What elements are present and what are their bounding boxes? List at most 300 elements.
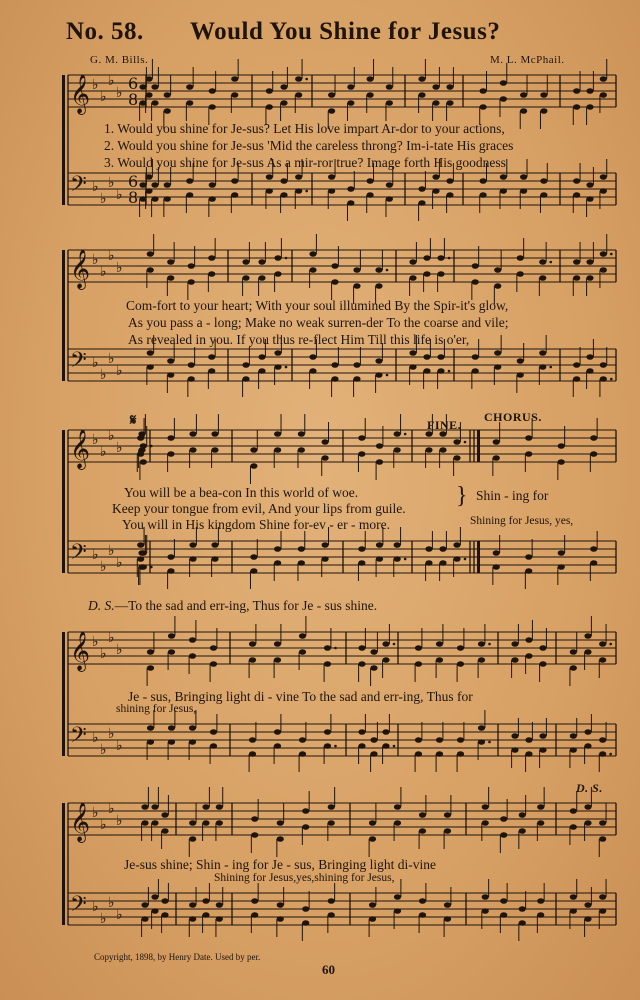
system-3-bass-note [376, 542, 383, 548]
system-5-bass-note [537, 898, 544, 904]
system-5-bass-note [141, 902, 148, 908]
system-4-bass-note [370, 737, 377, 743]
system-4-bass-note [511, 747, 518, 753]
system-1-bass-note [295, 188, 302, 194]
system-4-bass-note [249, 751, 256, 757]
system-5-treble-note [189, 836, 196, 842]
system-3-treble-note [250, 463, 257, 469]
system-4-bass-note [457, 737, 464, 743]
system-5-treble-note [570, 824, 577, 830]
system-3-dot [150, 566, 153, 569]
system-4-bass-note [570, 747, 577, 753]
system-2-treble-note [494, 283, 501, 289]
system-2-bass-note [517, 372, 524, 378]
system-5-treble-note [277, 820, 284, 826]
system-1-treble-note [367, 76, 374, 82]
system-4-treble-note [525, 653, 532, 659]
system-4-bass-note [324, 729, 331, 735]
system-3-key-flat: ♭ [108, 428, 115, 444]
system-4-bass-note [189, 725, 196, 731]
system-5-treble-note [599, 836, 606, 842]
system-3-bass-note [167, 568, 174, 574]
system-4-bass-note [478, 739, 485, 745]
system-3-bass-note [558, 550, 565, 556]
system-4-lyric: Je - sus, Bringing light di - vine To the sad and err-ing, Thus for [128, 689, 473, 704]
system-2-treble-note [353, 283, 360, 289]
system-2-bass-note [309, 354, 316, 360]
system-5-treble-clef: 𝄞 [70, 802, 91, 842]
system-1-treble-note [151, 84, 158, 90]
system-3-treble-note [358, 451, 365, 457]
system-4-bass-note [478, 725, 485, 731]
system-3-treble-note [189, 447, 196, 453]
system-3-treble-note [493, 439, 500, 445]
system-2-treble-note [331, 279, 338, 285]
system-1-bass-note [209, 196, 216, 202]
system-1-bass-note [480, 178, 487, 184]
system-5-bass-note [161, 912, 168, 918]
chorus-bass-lyric: Shining for Jesus, yes, [470, 515, 574, 527]
system-1-treble-note [480, 104, 487, 110]
system-3-treble-clef: 𝄞 [70, 429, 91, 469]
system-5-treble-note [444, 812, 451, 818]
system-5-bass-note [584, 902, 591, 908]
system-4-bass-note [525, 751, 532, 757]
system-2-treble-note [437, 271, 444, 277]
system-4-bass-note [324, 743, 331, 749]
system-4-treble-note [584, 633, 591, 639]
system-5-key-flat: ♭ [100, 817, 107, 833]
system-5-bass-note [277, 916, 284, 922]
system-4-bass-note [599, 737, 606, 743]
ds-marking: D. S. [576, 781, 603, 795]
system-5-bass-note [444, 916, 451, 922]
system-4-system-bracket [62, 632, 65, 756]
system-4-treble-note [358, 661, 365, 667]
system-5-treble-note [500, 832, 507, 838]
system-2-treble-note [242, 275, 249, 281]
system-5-bass-clef: 𝄢 [70, 892, 87, 922]
system-4-bass-note [210, 743, 217, 749]
system-1-bass-note [520, 174, 527, 180]
system-4-treble-note [147, 649, 154, 655]
system-3-bass-note [376, 556, 383, 562]
system-1-key-flat: ♭ [92, 179, 99, 195]
system-1-bass-note [151, 182, 158, 188]
system-5-bass-note [369, 902, 376, 908]
system-4-bass-note [210, 729, 217, 735]
system-4-bass-note [511, 733, 518, 739]
system-5-bass-note [537, 912, 544, 918]
system-4-treble-note [539, 645, 546, 651]
system-5-treble-note [151, 820, 158, 826]
system-1-treble-note [500, 80, 507, 86]
system-2-treble-note [517, 271, 524, 277]
system-5-bass-note [419, 912, 426, 918]
system-4-treble-note [599, 641, 606, 647]
system-2-bass-note [331, 362, 338, 368]
system-5-bass-note [500, 898, 507, 904]
system-5-key-flat: ♭ [92, 899, 99, 915]
system-2-bass-note [208, 368, 215, 374]
system-4-treble-note [382, 641, 389, 647]
system-3-treble-note [453, 455, 460, 461]
system-3-treble-note [211, 447, 218, 453]
system-1-treble-note [328, 108, 335, 114]
system-3-bass-note [137, 542, 144, 548]
system-1-treble-note [347, 100, 354, 106]
system-2-bass-note [573, 376, 580, 382]
system-3-bass-note [558, 564, 565, 570]
system-5-treble-note [599, 820, 606, 826]
system-3-treble-note [140, 459, 147, 465]
system-5-treble-note [151, 804, 158, 810]
system-3-bass-note [439, 546, 446, 552]
system-2-bass-note [167, 358, 174, 364]
system-1-dot [305, 190, 308, 193]
system-5-treble-note [216, 820, 223, 826]
system-2-treble-note [309, 251, 316, 257]
system-2-dot [285, 366, 288, 369]
system-2-bass-note [472, 354, 479, 360]
system-4-treble-note [168, 649, 175, 655]
system-5-treble-note [369, 820, 376, 826]
system-3-treble-note [425, 447, 432, 453]
system-3-bass-note [274, 546, 281, 552]
system-4-bass-note [436, 737, 443, 743]
system-5-bass-note [189, 902, 196, 908]
system-5-treble-note [251, 816, 258, 822]
system-4-treble-note [274, 657, 281, 663]
system-5-treble-note [584, 820, 591, 826]
system-3-bass-note [140, 550, 147, 556]
system-4-dot [393, 745, 396, 748]
system-5-bass-note [189, 916, 196, 922]
system-5-treble-note [302, 824, 309, 830]
system-1-bass-note [418, 186, 425, 192]
system-5-bass-note [500, 912, 507, 918]
system-4-key-flat: ♭ [116, 642, 123, 658]
system-3-treble-note [376, 443, 383, 449]
system-2-bass-note [353, 362, 360, 368]
system-4-key-flat: ♭ [108, 630, 115, 646]
system-2-bass-note [167, 372, 174, 378]
system-3-key-flat: ♭ [92, 547, 99, 563]
system-1-bass-note [209, 182, 216, 188]
system-1-verse-1: 1. Would you shine for Je-sus? Let His love impart Ar-dor to your actions, [104, 121, 505, 136]
system-5-treble-note [537, 804, 544, 810]
system-1-bass-note [418, 200, 425, 206]
system-3-treble-note [590, 435, 597, 441]
system-5-treble-note [369, 836, 376, 842]
system-2-dot [549, 261, 552, 264]
system-2-bass-note [517, 358, 524, 364]
composer-credit: M. L. McPhail. [490, 54, 565, 66]
system-2-bass-note [375, 358, 382, 364]
system-4-bass-note [370, 751, 377, 757]
system-3-dot [464, 441, 467, 444]
system-2-bass-note [409, 350, 416, 356]
system-4-treble-note [570, 649, 577, 655]
system-2-treble-note [409, 275, 416, 281]
system-2-verse-3: As revealed in you. If you thus re-flect Him Till this life is o'er, [128, 332, 470, 347]
system-3-bass-note [189, 556, 196, 562]
system-1-treble-note [347, 84, 354, 90]
system-2-treble-note [167, 275, 174, 281]
system-3-bass-note [394, 556, 401, 562]
system-4-dot [334, 647, 337, 650]
system-2-treble-note [586, 259, 593, 265]
system-1-bass-note [186, 192, 193, 198]
system-2-bass-note [258, 368, 265, 374]
system-5-bass-note [302, 920, 309, 926]
system-4-bass-note [539, 733, 546, 739]
system-1-bass-note [540, 178, 547, 184]
system-3-treble-note [453, 439, 460, 445]
system-2-key-flat: ♭ [100, 367, 107, 383]
system-1-bass-note [164, 182, 171, 188]
system-4-treble-note [189, 653, 196, 659]
system-4-treble-note [415, 645, 422, 651]
system-3-bass-note [167, 554, 174, 560]
system-1-treble-note [386, 100, 393, 106]
system-2-treble-note [274, 271, 281, 277]
system-1-treble-note [520, 108, 527, 114]
system-1-bass-note [432, 174, 439, 180]
system-1-treble-note [209, 104, 216, 110]
system-4-treble-note [299, 649, 306, 655]
system-2-bass-note [539, 364, 546, 370]
system-2-treble-note [208, 271, 215, 277]
system-1-bass-note [586, 182, 593, 188]
system-2-treble-note [331, 263, 338, 269]
system-1-treble-note [266, 88, 273, 94]
system-3-bass-note [493, 564, 500, 570]
system-5-treble-note [202, 804, 209, 810]
system-4-treble-note [324, 661, 331, 667]
system-1-bass-note [367, 192, 374, 198]
system-5-bass-note [519, 920, 526, 926]
system-2-dot [285, 257, 288, 260]
system-1-treble-note [139, 84, 146, 90]
system-5-bass-note [328, 898, 335, 904]
ds-label: D. S. [88, 598, 115, 613]
system-5-bass-note [482, 908, 489, 914]
system-1-bass-note [386, 182, 393, 188]
system-1-bass-note [347, 200, 354, 206]
system-3-treble-note [558, 459, 565, 465]
system-5-bass-note [216, 916, 223, 922]
system-5-treble-note [419, 812, 426, 818]
system-4-bass-note [457, 751, 464, 757]
system-3-treble-note [167, 451, 174, 457]
system-1-bass-note [145, 188, 152, 194]
system-1-bass-note [500, 174, 507, 180]
system-5-bass-note [519, 906, 526, 912]
system-2-dot [549, 366, 552, 369]
system-3-verse-1: You will be a bea-con In this world of woe. [124, 485, 359, 500]
system-4-treble-note [599, 657, 606, 663]
system-4-treble-note [436, 641, 443, 647]
system-2-bass-note [539, 350, 546, 356]
system-2-treble-note [375, 267, 382, 273]
system-1-bass-note [295, 174, 302, 180]
system-2-key-flat: ♭ [108, 248, 115, 264]
system-3-treble-note [274, 447, 281, 453]
system-3-key-flat: ♭ [92, 432, 99, 448]
system-3-dot [404, 558, 407, 561]
system-2-bass-note [600, 362, 607, 368]
system-5-treble-note [500, 816, 507, 822]
system-5-bass-note [369, 916, 376, 922]
system-3-bass-note [358, 546, 365, 552]
system-1-treble-note [280, 100, 287, 106]
system-4-treble-note [168, 633, 175, 639]
system-4-treble-clef: 𝄞 [70, 631, 91, 671]
system-2-treble-note [208, 255, 215, 261]
system-3-treble-note [298, 447, 305, 453]
segno-sign: 𝄋 [130, 413, 137, 429]
system-2-treble-note [517, 255, 524, 261]
system-2-bass-note [437, 354, 444, 360]
system-3-double-bar [477, 541, 480, 573]
system-1-treble-note [186, 100, 193, 106]
system-4-treble-note [274, 641, 281, 647]
system-1-treble-note [586, 104, 593, 110]
chorus-lyric: Shin - ing for [476, 488, 549, 503]
system-5-treble-note [328, 820, 335, 826]
system-4-bass-note [249, 737, 256, 743]
system-3-treble-note [590, 451, 597, 457]
system-2-key-flat: ♭ [92, 355, 99, 371]
system-2-bass-note [423, 368, 430, 374]
system-1-bass-note [500, 188, 507, 194]
system-4-treble-note [324, 645, 331, 651]
system-4-bass-note [358, 743, 365, 749]
system-3-bass-note [439, 560, 446, 566]
system-1-bass-note [231, 192, 238, 198]
system-2-bass-note [375, 372, 382, 378]
system-4-bass-note [525, 737, 532, 743]
system-5-treble-note [584, 804, 591, 810]
system-2-treble-note [274, 255, 281, 261]
system-4-bass-note [584, 729, 591, 735]
page-number: 60 [322, 962, 335, 977]
system-2-key-flat: ♭ [100, 264, 107, 280]
system-5-bass-note [251, 898, 258, 904]
system-2-treble-note [375, 283, 382, 289]
system-4-bass-lyric: shining for Jesus, [116, 703, 197, 715]
system-4-bass-note [274, 743, 281, 749]
system-1-treble-note [500, 96, 507, 102]
system-1-bass-note [347, 186, 354, 192]
system-1-bass-note [280, 178, 287, 184]
system-1-bass-note [151, 196, 158, 202]
system-2-bass-note [242, 376, 249, 382]
system-3-bass-note [189, 542, 196, 548]
system-3-key-flat: ♭ [100, 559, 107, 575]
system-5-bass-note [277, 902, 284, 908]
system-3-bass-note [425, 546, 432, 552]
system-3-treble-note [439, 447, 446, 453]
system-4-treble-note [210, 645, 217, 651]
system-3-system-bracket [62, 430, 65, 573]
system-5-treble-note [394, 820, 401, 826]
system-2-treble-note [188, 263, 195, 269]
system-1-key-flat: ♭ [100, 191, 107, 207]
system-4-bass-note [415, 737, 422, 743]
system-4-treble-note [570, 665, 577, 671]
system-5-treble-note [216, 804, 223, 810]
system-1-bass-note [480, 192, 487, 198]
system-5-bass-note [482, 894, 489, 900]
system-3-bass-note [211, 542, 218, 548]
hymn-title: Would You Shine for Jesus? [190, 18, 501, 45]
fine-marking: FINE. [427, 418, 462, 432]
system-1-bass-note [139, 182, 146, 188]
system-2-treble-note [423, 255, 430, 261]
system-1-key-flat: ♭ [100, 89, 107, 105]
system-2-bass-note [573, 362, 580, 368]
system-5-bass-note [216, 902, 223, 908]
system-3-bass-note [453, 542, 460, 548]
system-5-treble-note [537, 820, 544, 826]
system-5-treble-note [161, 828, 168, 834]
system-1-bass-note [432, 188, 439, 194]
system-2-bass-note [147, 350, 154, 356]
system-5-treble-note [161, 812, 168, 818]
system-1-key-flat: ♭ [108, 73, 115, 89]
system-2-treble-note [258, 275, 265, 281]
system-2-dot [386, 269, 389, 272]
system-1-dot [305, 78, 308, 81]
system-2-bass-note [586, 354, 593, 360]
system-1-bass-note [573, 178, 580, 184]
system-1-key-flat: ♭ [116, 187, 123, 203]
system-5-treble-note [328, 804, 335, 810]
system-2-treble-note [437, 255, 444, 261]
system-2-dot [386, 374, 389, 377]
system-4-treble-note [358, 645, 365, 651]
system-1-treble-note [209, 88, 216, 94]
system-5-treble-note [251, 832, 258, 838]
system-3-bass-note [274, 560, 281, 566]
system-4-treble-note [382, 657, 389, 663]
system-2-treble-clef: 𝄞 [70, 249, 91, 289]
system-3-bass-note [590, 546, 597, 552]
system-4-bass-note [168, 739, 175, 745]
system-5-treble-note [141, 804, 148, 810]
system-2-bass-note [331, 376, 338, 382]
system-2-treble-note [258, 259, 265, 265]
system-2-treble-note [573, 275, 580, 281]
system-3-bass-note [298, 560, 305, 566]
system-2-treble-note [472, 279, 479, 285]
system-4-treble-note [457, 645, 464, 651]
system-2-system-bracket [62, 250, 65, 381]
system-5-treble-note [482, 804, 489, 810]
system-2-bass-note [353, 376, 360, 382]
lyricist-credit: G. M. Bills. [90, 54, 149, 66]
system-2-bass-note [309, 368, 316, 374]
system-2-treble-note [600, 251, 607, 257]
system-1-treble-note [231, 92, 238, 98]
system-1-verse-3: 3. Would you shine for Je-sus As a mir-ror true? Image forth His goodness [104, 155, 506, 170]
system-4-dot [334, 745, 337, 748]
system-4-treble-note [436, 657, 443, 663]
system-3-bass-note [250, 554, 257, 560]
system-1-bass-note [139, 196, 146, 202]
